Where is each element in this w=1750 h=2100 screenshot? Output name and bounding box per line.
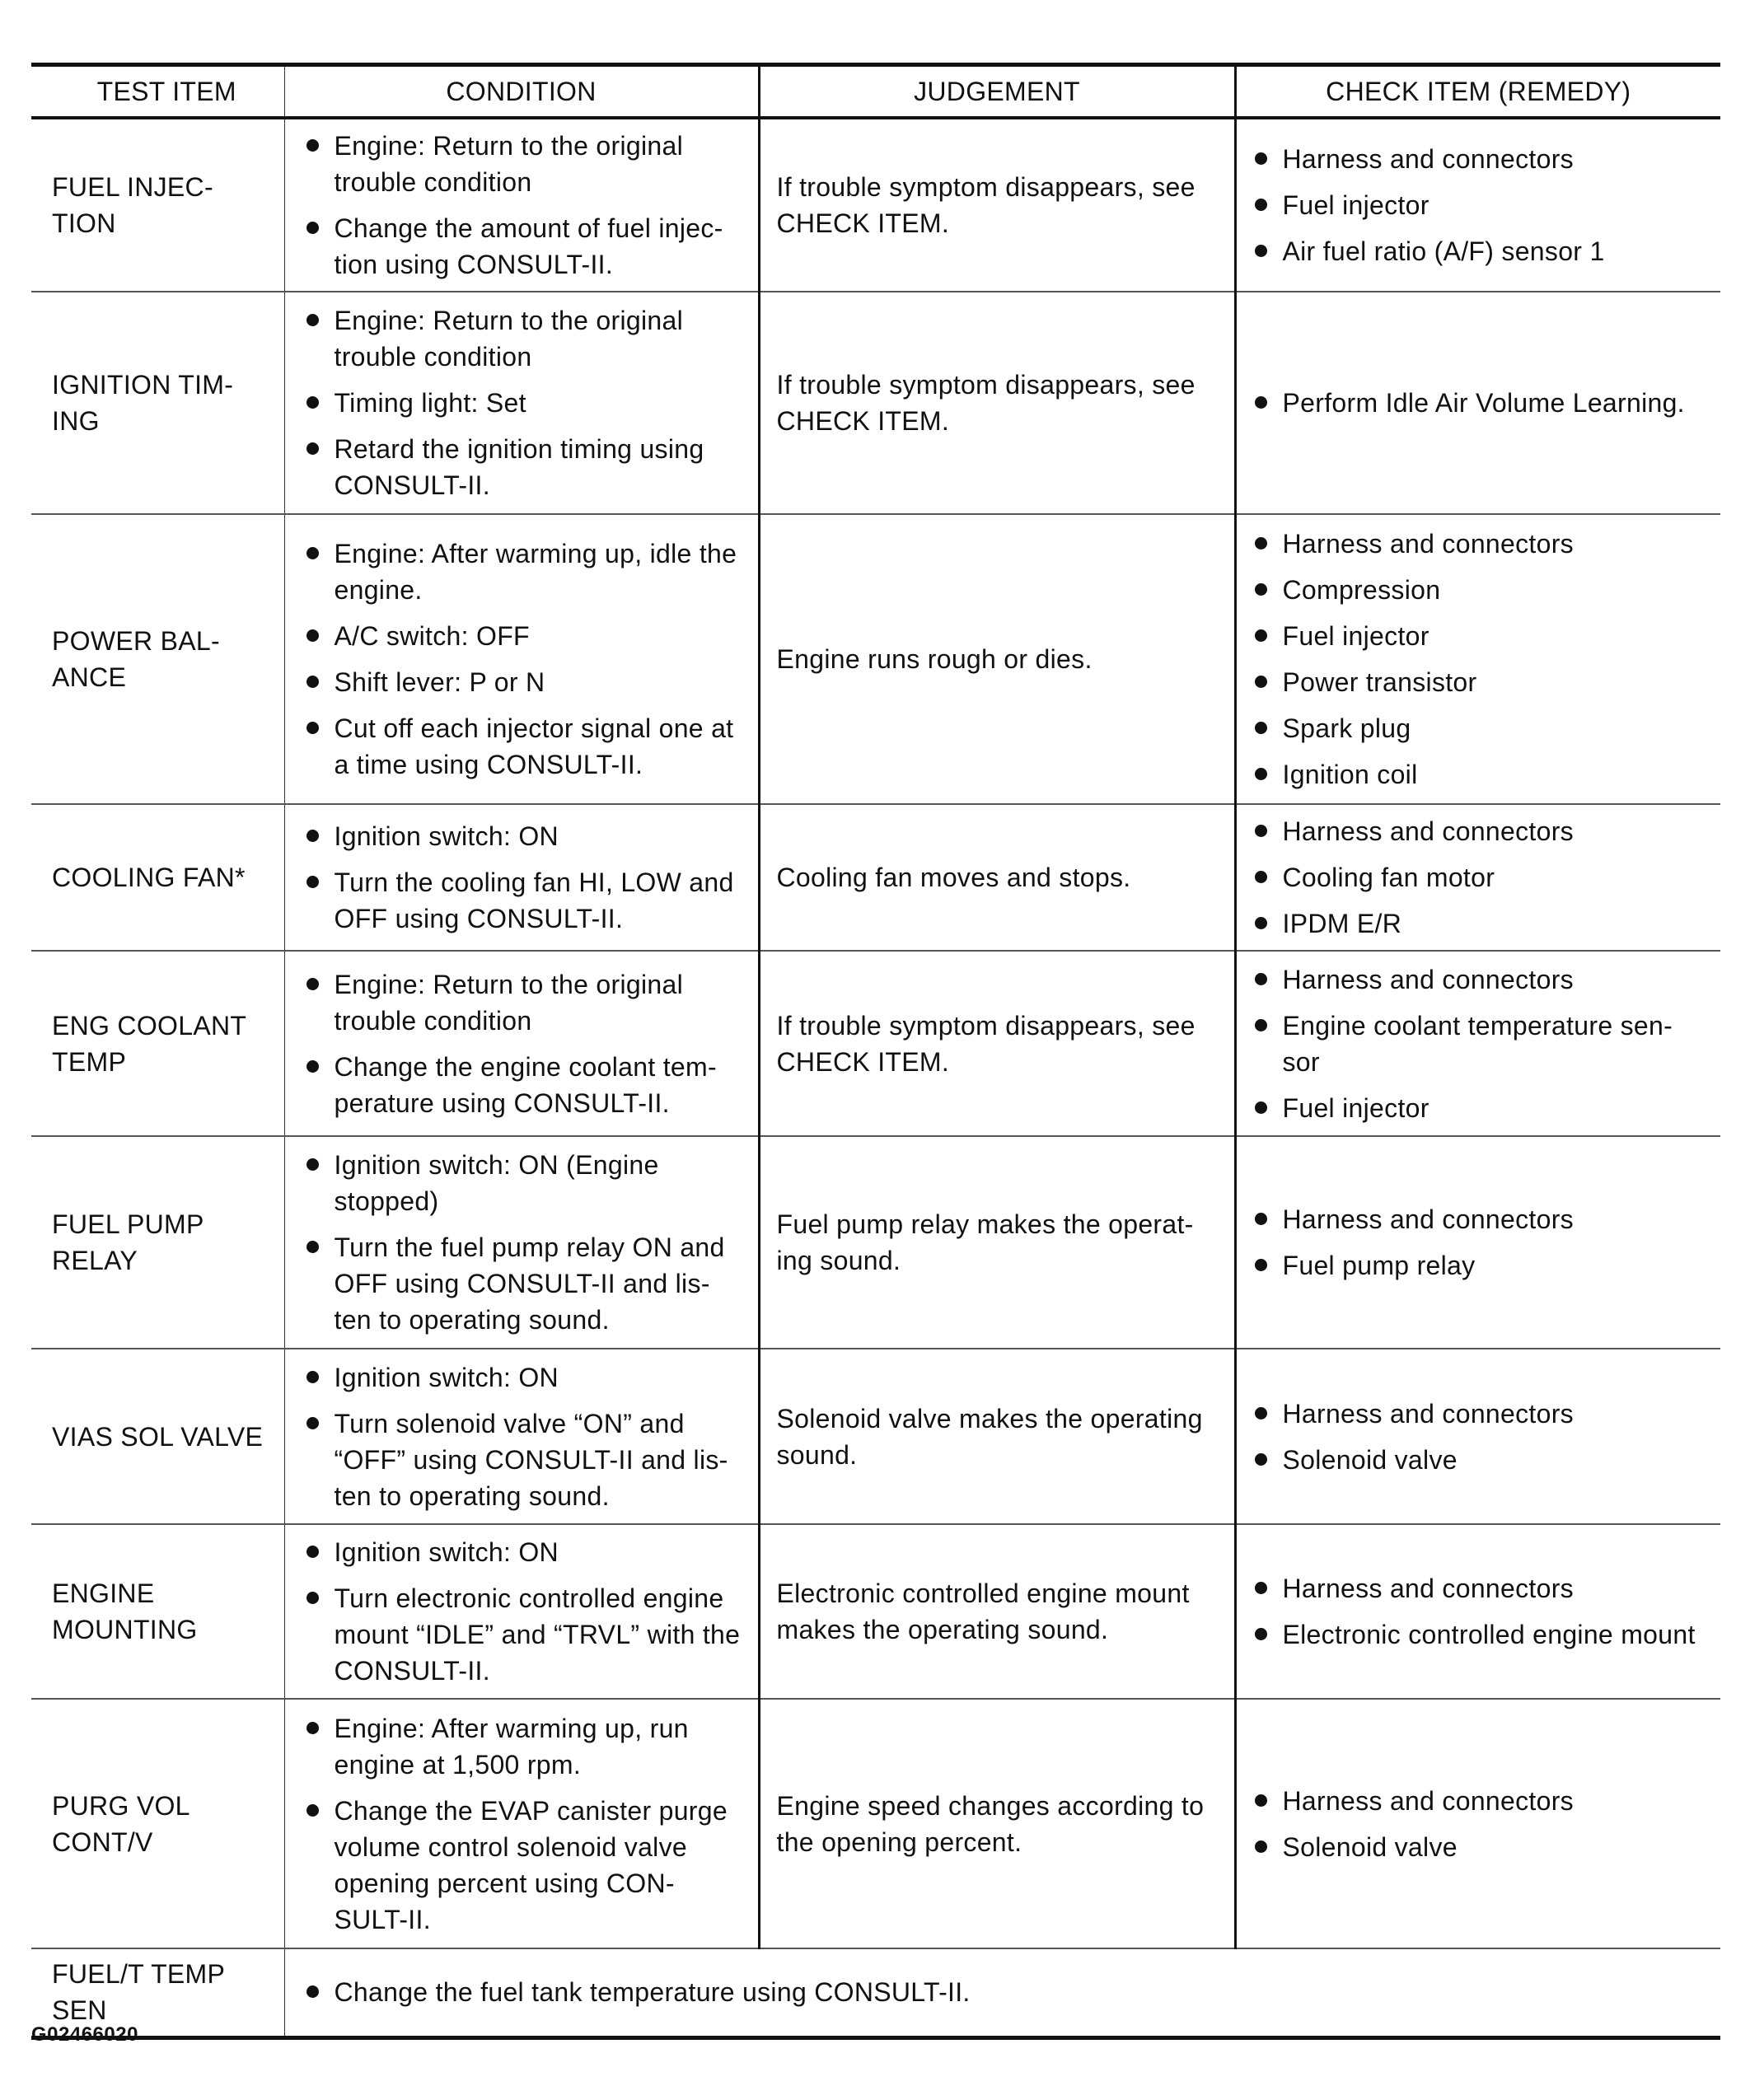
condition-item: Change the amount of fuel injec- tion using CONSULT-II.	[303, 210, 746, 283]
check-item: Power transistor	[1252, 664, 1710, 700]
judgement-cell: If trouble symptom disappears, see CHECK ITEM.	[759, 951, 1235, 1136]
table-row	[31, 804, 1720, 951]
condition-item-list	[303, 966, 746, 1121]
condition-item: Engine: After warming up, run engine at 1,500 rpm.	[303, 1710, 746, 1783]
table-row	[31, 292, 1720, 514]
judgement-cell: Engine speed changes according to the opening percent.	[759, 1699, 1235, 1948]
test-item-cell: ENGINE MOUNTING	[31, 1524, 284, 1699]
check-item: Fuel injector	[1252, 618, 1710, 654]
check-item: Spark plug	[1252, 710, 1710, 746]
condition-item: Ignition switch: ON	[303, 1359, 746, 1396]
condition-item: Retard the ignition timing using CONSULT-II.	[303, 431, 746, 503]
test-item-cell: POWER BAL- ANCE	[31, 514, 284, 804]
check-item-cell	[1235, 951, 1720, 1136]
judgement-cell: If trouble symptom disappears, see CHECK ITEM.	[759, 292, 1235, 514]
condition-item: Turn solenoid valve “ON” and “OFF” using CONSULT-II and lis- ten to operating sound.	[303, 1405, 746, 1514]
condition-item: Turn the fuel pump relay ON and OFF using CONSULT-II and lis- ten to operating sound.	[303, 1229, 746, 1338]
check-item: Harness and connectors	[1252, 526, 1710, 562]
condition-item-list	[303, 1359, 746, 1514]
condition-item-list	[303, 1710, 746, 1938]
condition-item: Engine: Return to the original trouble condition	[303, 302, 746, 375]
check-item: Air fuel ratio (A/F) sensor 1	[1252, 233, 1710, 269]
condition-cell	[284, 951, 759, 1136]
check-item-list	[1252, 1783, 1710, 1865]
condition-item: Turn the cooling fan HI, LOW and OFF using CONSULT-II.	[303, 864, 746, 937]
condition-item: Change the engine coolant tem- perature using CONSULT-II.	[303, 1049, 746, 1121]
condition-item-list	[303, 1974, 1710, 2010]
condition-item: A/C switch: OFF	[303, 618, 746, 654]
table-row	[31, 1136, 1720, 1349]
check-item-cell	[1235, 1136, 1720, 1349]
judgement-cell: Fuel pump relay makes the operat- ing sound.	[759, 1136, 1235, 1349]
table-row	[31, 118, 1720, 292]
header-condition: CONDITION	[284, 65, 759, 119]
condition-item-list	[303, 536, 746, 783]
check-item-cell	[1235, 118, 1720, 292]
judgement-cell: Engine runs rough or dies.	[759, 514, 1235, 804]
check-item-cell	[1235, 292, 1720, 514]
condition-cell	[284, 514, 759, 804]
diagnosis-table	[31, 63, 1720, 2040]
judgement-cell: Cooling fan moves and stops.	[759, 804, 1235, 951]
table-row	[31, 1349, 1720, 1524]
condition-item: Engine: After warming up, idle the engine.	[303, 536, 746, 608]
header-row	[31, 65, 1720, 119]
check-item: Electronic controlled engine mount	[1252, 1616, 1710, 1653]
check-item-list	[1252, 813, 1710, 942]
check-item-list	[1252, 1396, 1710, 1478]
check-item: Harness and connectors	[1252, 1570, 1710, 1607]
condition-item: Change the EVAP canister purge volume control solenoid valve opening percent using CON- SULT-II.	[303, 1793, 746, 1938]
table-row	[31, 1699, 1720, 1948]
check-item-list	[1252, 961, 1710, 1126]
condition-item: Engine: Return to the original trouble condition	[303, 966, 746, 1039]
condition-cell	[284, 804, 759, 951]
check-item-list	[1252, 385, 1710, 421]
check-item: Harness and connectors	[1252, 961, 1710, 998]
judgement-cell: If trouble symptom disappears, see CHECK ITEM.	[759, 118, 1235, 292]
test-item-cell: FUEL/T TEMP SEN	[31, 1948, 284, 2037]
check-item: Fuel injector	[1252, 1090, 1710, 1126]
condition-item: Turn electronic controlled engine mount “IDLE” and “TRVL” with the CONSULT-II.	[303, 1580, 746, 1689]
table-row	[31, 1948, 1720, 2037]
table-row	[31, 514, 1720, 804]
condition-item: Ignition switch: ON (Engine stopped)	[303, 1147, 746, 1219]
check-item: Harness and connectors	[1252, 1396, 1710, 1432]
check-item-cell	[1235, 1699, 1720, 1948]
check-item-cell	[1235, 1524, 1720, 1699]
table-row	[31, 951, 1720, 1136]
condition-item-list	[303, 818, 746, 937]
check-item: Harness and connectors	[1252, 1201, 1710, 1237]
test-item-cell: PURG VOL CONT/V	[31, 1699, 284, 1948]
condition-item-list	[303, 128, 746, 283]
condition-cell	[284, 292, 759, 514]
test-item-cell: FUEL INJEC- TION	[31, 118, 284, 292]
test-item-cell: COOLING FAN*	[31, 804, 284, 951]
condition-item: Engine: Return to the original trouble condition	[303, 128, 746, 200]
condition-item: Timing light: Set	[303, 385, 746, 421]
condition-item-list	[303, 1534, 746, 1689]
condition-cell	[284, 118, 759, 292]
check-item: Ignition coil	[1252, 756, 1710, 793]
check-item-list	[1252, 1201, 1710, 1284]
condition-item: Ignition switch: ON	[303, 1534, 746, 1570]
check-item-cell	[1235, 804, 1720, 951]
check-item-list	[1252, 141, 1710, 269]
condition-cell	[284, 1948, 1720, 2037]
condition-item-list	[303, 1147, 746, 1338]
condition-cell	[284, 1349, 759, 1524]
check-item: Perform Idle Air Volume Learning.	[1252, 385, 1710, 421]
figure-id: G02466020	[31, 2023, 138, 2046]
condition-item: Ignition switch: ON	[303, 818, 746, 854]
condition-cell	[284, 1699, 759, 1948]
check-item-cell	[1235, 1349, 1720, 1524]
test-item-cell: ENG COOLANT TEMP	[31, 951, 284, 1136]
judgement-cell: Electronic controlled engine mount makes the operating sound.	[759, 1524, 1235, 1699]
condition-item: Change the fuel tank temperature using CONSULT-II.	[303, 1974, 1710, 2010]
header-test-item: TEST ITEM	[96, 77, 236, 106]
check-item: Harness and connectors	[1252, 141, 1710, 177]
judgement-cell: Solenoid valve makes the operating sound.	[759, 1349, 1235, 1524]
test-item-cell: FUEL PUMP RELAY	[31, 1136, 284, 1349]
check-item-list	[1252, 1570, 1710, 1653]
check-item: Solenoid valve	[1252, 1829, 1710, 1865]
check-item: Fuel injector	[1252, 187, 1710, 223]
check-item: Solenoid valve	[1252, 1442, 1710, 1478]
condition-item: Cut off each injector signal one at a time using CONSULT-II.	[303, 710, 746, 783]
header-check-item: CHECK ITEM (REMEDY)	[1235, 65, 1720, 119]
test-item-cell: IGNITION TIM- ING	[31, 292, 284, 514]
check-item: Cooling fan motor	[1252, 859, 1710, 896]
condition-cell	[284, 1136, 759, 1349]
check-item: IPDM E/R	[1252, 905, 1710, 942]
check-item: Harness and connectors	[1252, 813, 1710, 849]
test-item-cell: VIAS SOL VALVE	[31, 1349, 284, 1524]
table-row	[31, 1524, 1720, 1699]
check-item: Compression	[1252, 572, 1710, 608]
check-item-list	[1252, 526, 1710, 793]
check-item: Engine coolant temperature sen- sor	[1252, 1008, 1710, 1080]
condition-item: Shift lever: P or N	[303, 664, 746, 700]
check-item: Fuel pump relay	[1252, 1247, 1710, 1284]
check-item-cell	[1235, 514, 1720, 804]
condition-item-list	[303, 302, 746, 503]
condition-cell	[284, 1524, 759, 1699]
table-body	[31, 118, 1720, 2037]
header-judgement: JUDGEMENT	[759, 65, 1235, 119]
check-item: Harness and connectors	[1252, 1783, 1710, 1819]
